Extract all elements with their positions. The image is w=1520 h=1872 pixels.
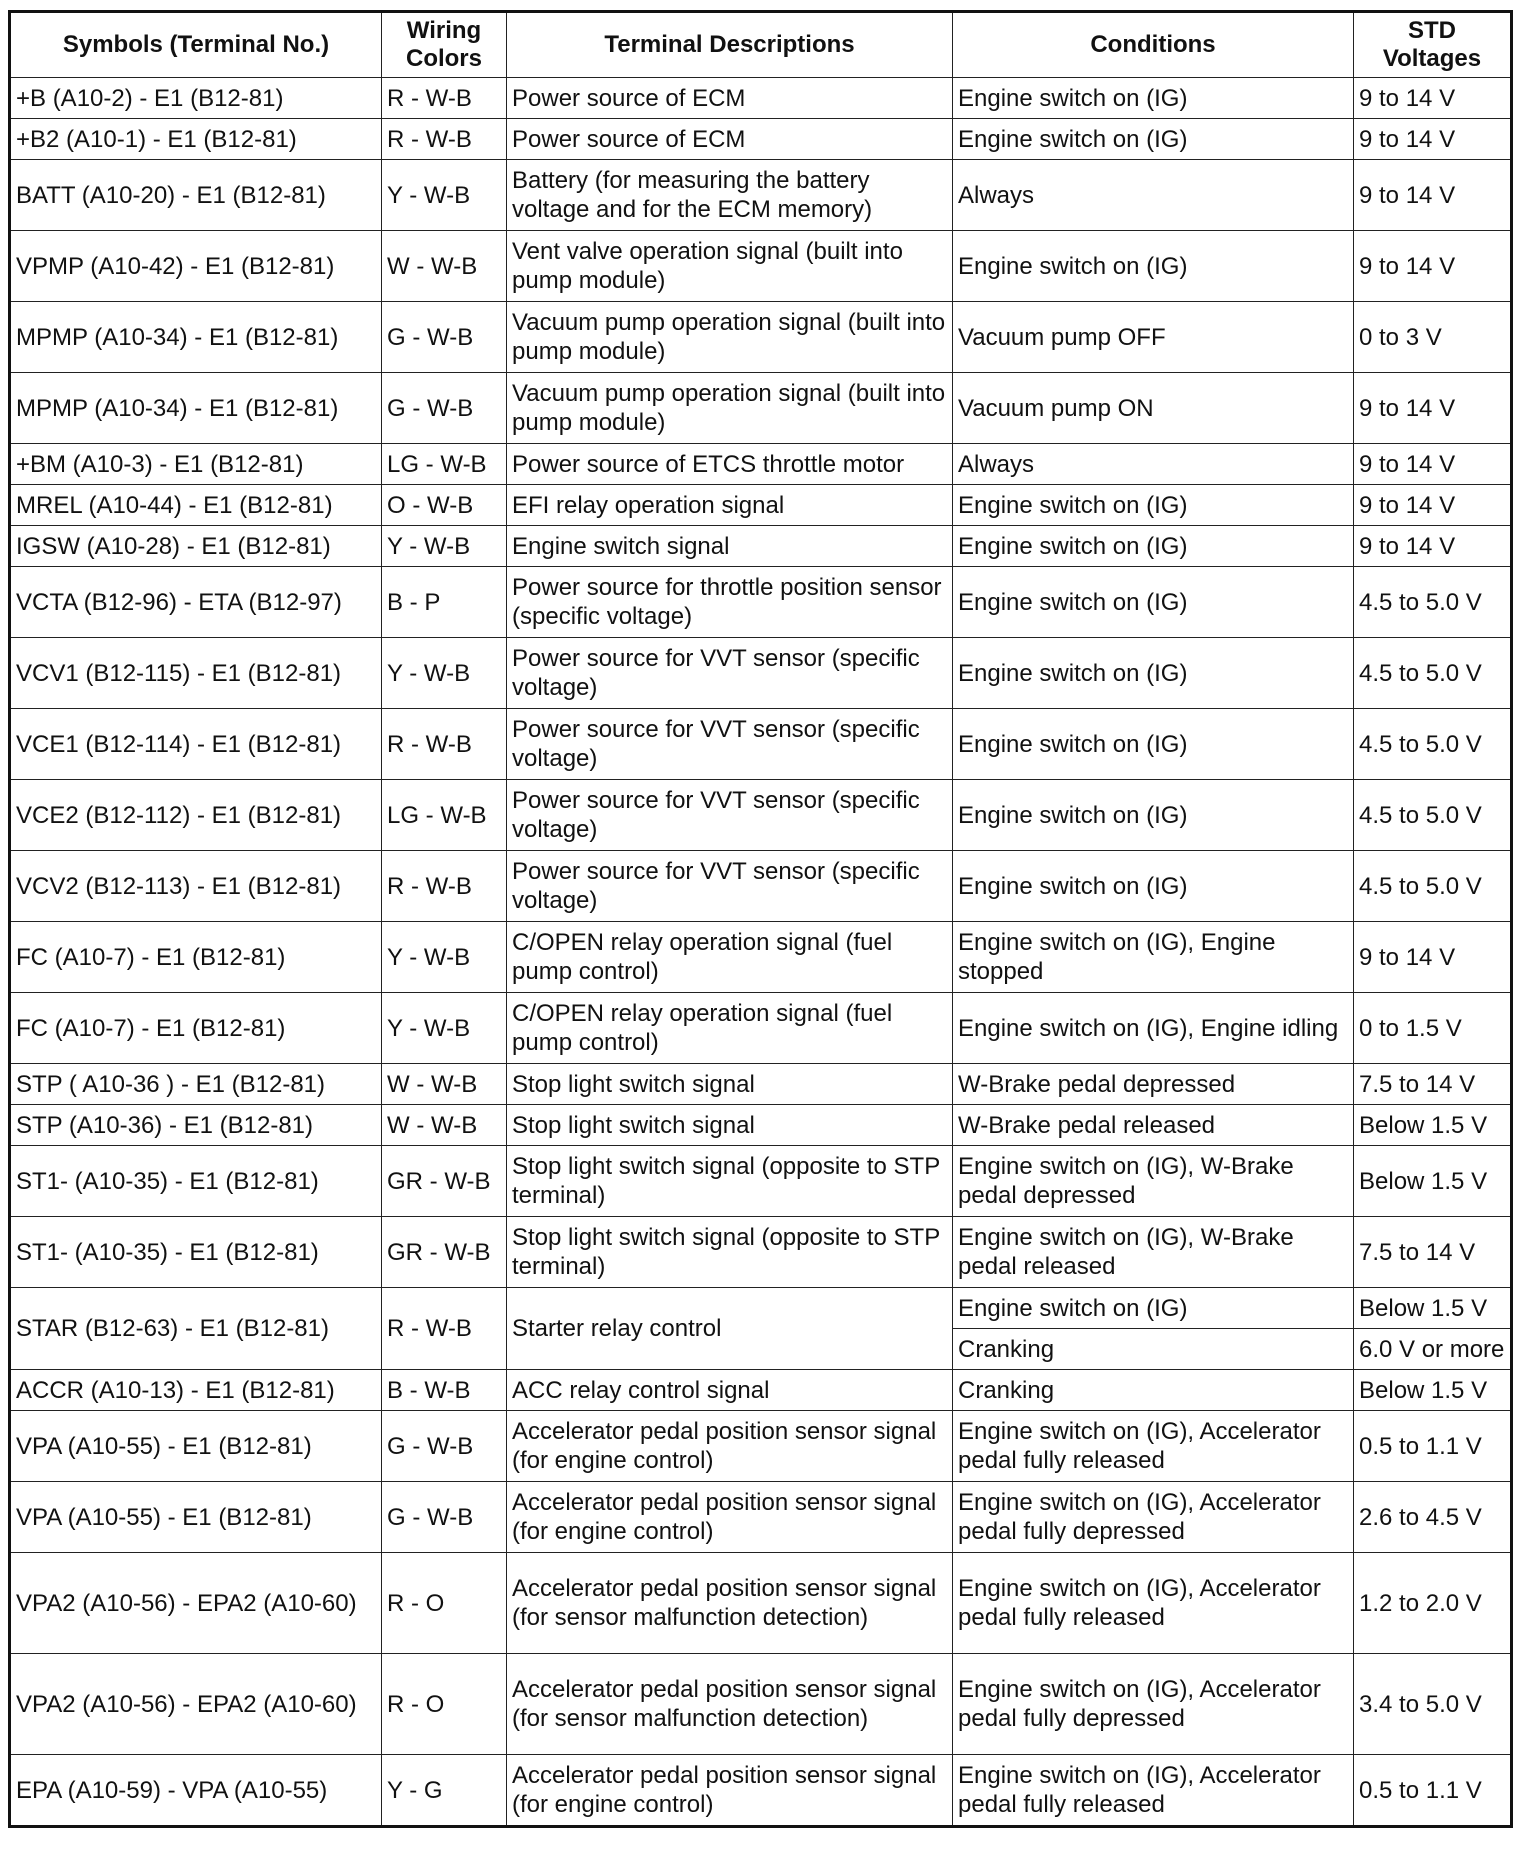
header-conditions: Conditions: [953, 12, 1354, 78]
cell-std-voltage: 9 to 14 V: [1354, 373, 1512, 444]
cell-description: Power source for VVT sensor (specific voltage): [507, 709, 953, 780]
cell-description: Battery (for measuring the battery voltage and for the ECM memory): [507, 160, 953, 231]
cell-wiring-color: GR - W-B: [382, 1146, 507, 1217]
cell-description: Stop light switch signal (opposite to STP terminal): [507, 1217, 953, 1288]
cell-wiring-color: Y - W-B: [382, 922, 507, 993]
cell-description: Stop light switch signal (opposite to STP terminal): [507, 1146, 953, 1217]
cell-std-voltage: 9 to 14 V: [1354, 160, 1512, 231]
cell-symbol: STP (A10-36) - E1 (B12-81): [10, 1105, 382, 1146]
cell-std-voltage: 4.5 to 5.0 V: [1354, 567, 1512, 638]
table-row: [10, 1288, 1512, 1329]
cell-wiring-color: Y - G: [382, 1755, 507, 1827]
cell-wiring-color: Y - W-B: [382, 993, 507, 1064]
cell-wiring-color: W - W-B: [382, 231, 507, 302]
cell-condition: Engine switch on (IG), Accelerator pedal fully depressed: [953, 1482, 1354, 1553]
cell-condition: Always: [953, 444, 1354, 485]
cell-std-voltage: 0 to 3 V: [1354, 302, 1512, 373]
cell-wiring-color: GR - W-B: [382, 1217, 507, 1288]
cell-wiring-color: W - W-B: [382, 1105, 507, 1146]
cell-wiring-color: R - O: [382, 1553, 507, 1654]
terminal-table: [8, 10, 1513, 1828]
header-terminal-descriptions: Terminal Descriptions: [507, 12, 953, 78]
cell-symbol: MPMP (A10-34) - E1 (B12-81): [10, 373, 382, 444]
header-symbols: Symbols (Terminal No.): [10, 12, 382, 78]
table-row: [10, 1553, 1512, 1654]
cell-symbol: FC (A10-7) - E1 (B12-81): [10, 993, 382, 1064]
cell-symbol: VCE1 (B12-114) - E1 (B12-81): [10, 709, 382, 780]
cell-condition: Engine switch on (IG), Engine stopped: [953, 922, 1354, 993]
cell-std-voltage: 9 to 14 V: [1354, 444, 1512, 485]
table-row: [10, 119, 1512, 160]
cell-symbol: VPA (A10-55) - E1 (B12-81): [10, 1411, 382, 1482]
cell-description: Power source for VVT sensor (specific voltage): [507, 780, 953, 851]
cell-wiring-color: R - W-B: [382, 119, 507, 160]
cell-symbol: FC (A10-7) - E1 (B12-81): [10, 922, 382, 993]
cell-condition: Engine switch on (IG): [953, 231, 1354, 302]
cell-std-voltage: 9 to 14 V: [1354, 922, 1512, 993]
cell-std-voltage: 4.5 to 5.0 V: [1354, 851, 1512, 922]
cell-condition: Cranking: [953, 1329, 1354, 1370]
cell-symbol: VPA2 (A10-56) - EPA2 (A10-60): [10, 1654, 382, 1755]
cell-symbol: ST1- (A10-35) - E1 (B12-81): [10, 1146, 382, 1217]
cell-description: Power source of ECM: [507, 119, 953, 160]
cell-std-voltage: Below 1.5 V: [1354, 1105, 1512, 1146]
table-row: [10, 1370, 1512, 1411]
cell-description: Starter relay control: [507, 1288, 953, 1370]
cell-wiring-color: R - O: [382, 1654, 507, 1755]
cell-description: C/OPEN relay operation signal (fuel pump control): [507, 922, 953, 993]
cell-std-voltage: 6.0 V or more: [1354, 1329, 1512, 1370]
table-row: [10, 1755, 1512, 1827]
cell-std-voltage: 0.5 to 1.1 V: [1354, 1755, 1512, 1827]
table-row: [10, 373, 1512, 444]
table-row: [10, 231, 1512, 302]
cell-std-voltage: 7.5 to 14 V: [1354, 1064, 1512, 1105]
table-row: [10, 1105, 1512, 1146]
cell-std-voltage: Below 1.5 V: [1354, 1370, 1512, 1411]
table-row: [10, 1654, 1512, 1755]
cell-symbol: EPA (A10-59) - VPA (A10-55): [10, 1755, 382, 1827]
cell-std-voltage: 3.4 to 5.0 V: [1354, 1654, 1512, 1755]
cell-condition: Engine switch on (IG), Accelerator pedal fully released: [953, 1755, 1354, 1827]
cell-symbol: STP ( A10-36 ) - E1 (B12-81): [10, 1064, 382, 1105]
cell-description: Accelerator pedal position sensor signal (for sensor malfunction detection): [507, 1553, 953, 1654]
table-row: [10, 444, 1512, 485]
cell-std-voltage: Below 1.5 V: [1354, 1288, 1512, 1329]
cell-description: Accelerator pedal position sensor signal (for engine control): [507, 1411, 953, 1482]
cell-description: Engine switch signal: [507, 526, 953, 567]
cell-condition: Engine switch on (IG): [953, 119, 1354, 160]
cell-symbol: VCE2 (B12-112) - E1 (B12-81): [10, 780, 382, 851]
table-row: [10, 709, 1512, 780]
cell-symbol: +B (A10-2) - E1 (B12-81): [10, 78, 382, 119]
cell-std-voltage: 9 to 14 V: [1354, 119, 1512, 160]
cell-condition: Engine switch on (IG), Engine idling: [953, 993, 1354, 1064]
table-row: [10, 1217, 1512, 1288]
cell-std-voltage: 9 to 14 V: [1354, 526, 1512, 567]
cell-std-voltage: 4.5 to 5.0 V: [1354, 780, 1512, 851]
header-std-voltages: STD Voltages: [1354, 12, 1512, 78]
cell-description: Power source for VVT sensor (specific voltage): [507, 638, 953, 709]
cell-symbol: ACCR (A10-13) - E1 (B12-81): [10, 1370, 382, 1411]
cell-wiring-color: G - W-B: [382, 1411, 507, 1482]
cell-condition: Vacuum pump ON: [953, 373, 1354, 444]
cell-condition: Engine switch on (IG), Accelerator pedal fully released: [953, 1411, 1354, 1482]
cell-std-voltage: 4.5 to 5.0 V: [1354, 709, 1512, 780]
cell-condition: Engine switch on (IG), Accelerator pedal fully released: [953, 1553, 1354, 1654]
cell-symbol: BATT (A10-20) - E1 (B12-81): [10, 160, 382, 231]
cell-symbol: MPMP (A10-34) - E1 (B12-81): [10, 302, 382, 373]
cell-std-voltage: Below 1.5 V: [1354, 1146, 1512, 1217]
cell-condition: Cranking: [953, 1370, 1354, 1411]
cell-std-voltage: 1.2 to 2.0 V: [1354, 1553, 1512, 1654]
table-row: [10, 922, 1512, 993]
cell-condition: Vacuum pump OFF: [953, 302, 1354, 373]
cell-description: Vacuum pump operation signal (built into pump module): [507, 373, 953, 444]
cell-wiring-color: LG - W-B: [382, 780, 507, 851]
cell-std-voltage: 0.5 to 1.1 V: [1354, 1411, 1512, 1482]
cell-condition: Engine switch on (IG): [953, 526, 1354, 567]
cell-std-voltage: 2.6 to 4.5 V: [1354, 1482, 1512, 1553]
cell-condition: Engine switch on (IG), Accelerator pedal fully depressed: [953, 1654, 1354, 1755]
cell-condition: Engine switch on (IG): [953, 567, 1354, 638]
cell-description: Power source of ECM: [507, 78, 953, 119]
cell-symbol: ST1- (A10-35) - E1 (B12-81): [10, 1217, 382, 1288]
cell-description: Vacuum pump operation signal (built into pump module): [507, 302, 953, 373]
cell-std-voltage: 9 to 14 V: [1354, 78, 1512, 119]
cell-description: Power source for VVT sensor (specific voltage): [507, 851, 953, 922]
cell-description: C/OPEN relay operation signal (fuel pump control): [507, 993, 953, 1064]
cell-condition: Engine switch on (IG): [953, 485, 1354, 526]
table-row: [10, 78, 1512, 119]
cell-wiring-color: Y - W-B: [382, 526, 507, 567]
table-row: [10, 638, 1512, 709]
cell-symbol: VCV2 (B12-113) - E1 (B12-81): [10, 851, 382, 922]
table-row: [10, 780, 1512, 851]
cell-std-voltage: 7.5 to 14 V: [1354, 1217, 1512, 1288]
cell-symbol: +B2 (A10-1) - E1 (B12-81): [10, 119, 382, 160]
cell-wiring-color: Y - W-B: [382, 160, 507, 231]
cell-wiring-color: G - W-B: [382, 373, 507, 444]
cell-std-voltage: 9 to 14 V: [1354, 231, 1512, 302]
cell-description: ACC relay control signal: [507, 1370, 953, 1411]
cell-wiring-color: B - W-B: [382, 1370, 507, 1411]
table-row: [10, 851, 1512, 922]
cell-symbol: VCTA (B12-96) - ETA (B12-97): [10, 567, 382, 638]
cell-wiring-color: Y - W-B: [382, 638, 507, 709]
cell-wiring-color: W - W-B: [382, 1064, 507, 1105]
table-row: [10, 485, 1512, 526]
cell-description: Accelerator pedal position sensor signal (for sensor malfunction detection): [507, 1654, 953, 1755]
cell-symbol: STAR (B12-63) - E1 (B12-81): [10, 1288, 382, 1370]
table-row: [10, 1064, 1512, 1105]
cell-wiring-color: R - W-B: [382, 709, 507, 780]
cell-description: Power source of ETCS throttle motor: [507, 444, 953, 485]
cell-condition: W-Brake pedal depressed: [953, 1064, 1354, 1105]
cell-condition: W-Brake pedal released: [953, 1105, 1354, 1146]
header-wiring-colors: Wiring Colors: [382, 12, 507, 78]
table-row: [10, 302, 1512, 373]
cell-condition: Engine switch on (IG): [953, 638, 1354, 709]
table-row: [10, 160, 1512, 231]
cell-symbol: VPMP (A10-42) - E1 (B12-81): [10, 231, 382, 302]
cell-wiring-color: R - W-B: [382, 78, 507, 119]
cell-std-voltage: 0 to 1.5 V: [1354, 993, 1512, 1064]
cell-symbol: VPA (A10-55) - E1 (B12-81): [10, 1482, 382, 1553]
table-row: [10, 1411, 1512, 1482]
terminal-table-container: [8, 10, 1510, 1828]
cell-description: Stop light switch signal: [507, 1105, 953, 1146]
cell-wiring-color: O - W-B: [382, 485, 507, 526]
cell-description: Accelerator pedal position sensor signal (for engine control): [507, 1755, 953, 1827]
cell-condition: Always: [953, 160, 1354, 231]
table-row: [10, 1146, 1512, 1217]
cell-condition: Engine switch on (IG): [953, 851, 1354, 922]
cell-wiring-color: LG - W-B: [382, 444, 507, 485]
cell-description: Stop light switch signal: [507, 1064, 953, 1105]
cell-wiring-color: B - P: [382, 567, 507, 638]
cell-wiring-color: R - W-B: [382, 851, 507, 922]
cell-condition: Engine switch on (IG), W-Brake pedal released: [953, 1217, 1354, 1288]
cell-wiring-color: R - W-B: [382, 1288, 507, 1370]
cell-condition: Engine switch on (IG): [953, 78, 1354, 119]
cell-condition: Engine switch on (IG): [953, 780, 1354, 851]
cell-symbol: MREL (A10-44) - E1 (B12-81): [10, 485, 382, 526]
cell-symbol: +BM (A10-3) - E1 (B12-81): [10, 444, 382, 485]
table-header: [10, 12, 1512, 78]
table-row: [10, 1482, 1512, 1553]
table-row: [10, 567, 1512, 638]
cell-wiring-color: G - W-B: [382, 1482, 507, 1553]
table-row: [10, 993, 1512, 1064]
cell-wiring-color: G - W-B: [382, 302, 507, 373]
table-body: [10, 78, 1512, 1827]
cell-condition: Engine switch on (IG), W-Brake pedal depressed: [953, 1146, 1354, 1217]
cell-symbol: IGSW (A10-28) - E1 (B12-81): [10, 526, 382, 567]
cell-description: Accelerator pedal position sensor signal (for engine control): [507, 1482, 953, 1553]
cell-condition: Engine switch on (IG): [953, 709, 1354, 780]
cell-std-voltage: 9 to 14 V: [1354, 485, 1512, 526]
cell-condition: Engine switch on (IG): [953, 1288, 1354, 1329]
cell-description: Power source for throttle position sensor (specific voltage): [507, 567, 953, 638]
cell-symbol: VCV1 (B12-115) - E1 (B12-81): [10, 638, 382, 709]
cell-symbol: VPA2 (A10-56) - EPA2 (A10-60): [10, 1553, 382, 1654]
cell-description: Vent valve operation signal (built into pump module): [507, 231, 953, 302]
table-row: [10, 526, 1512, 567]
cell-description: EFI relay operation signal: [507, 485, 953, 526]
cell-std-voltage: 4.5 to 5.0 V: [1354, 638, 1512, 709]
